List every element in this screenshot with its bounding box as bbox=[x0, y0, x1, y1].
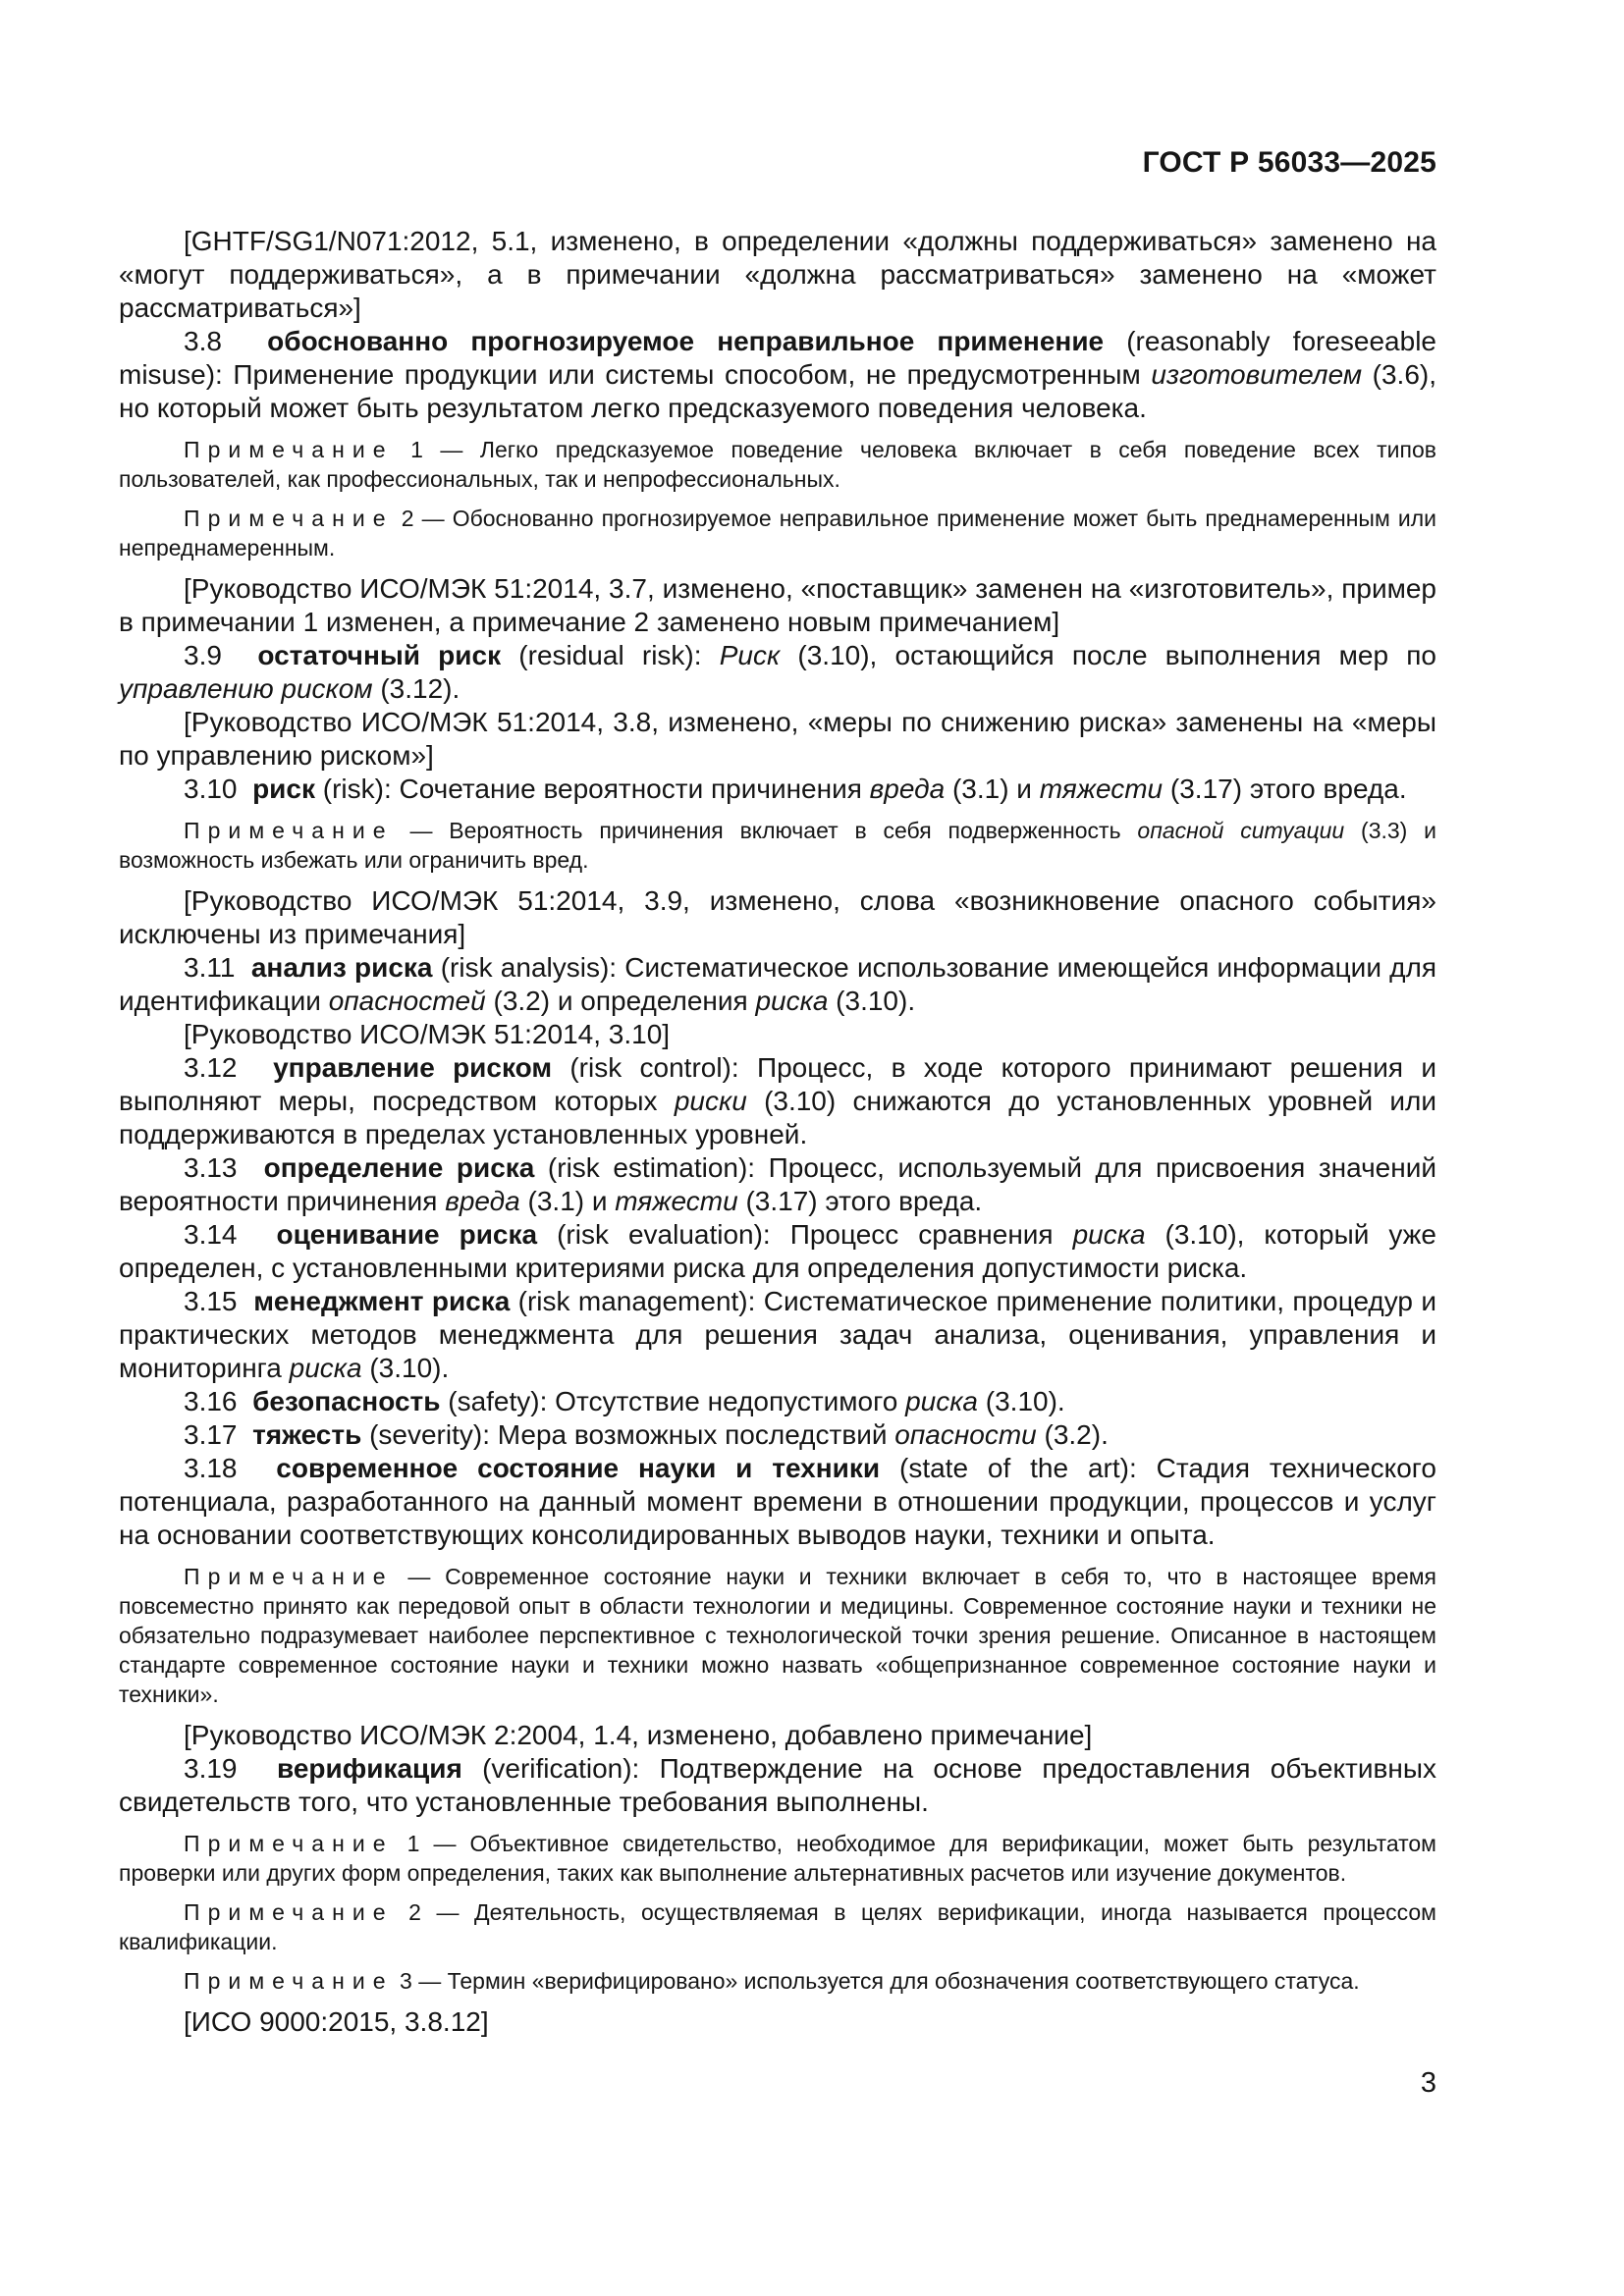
note-paragraph: Примечание — Современное состояние науки и техники включает в себя то, что в настоящее время повсеместно принято как передовой опыт в области технологии и медицины. Современное состояние науки и техники не обязательно подразумевает наиболее перспективное с технологической точки зрения решение. Описанное в настоящем стандарте современное состояние науки и техники можно назвать «общепризнанное современное состояние науки и техники». bbox=[119, 1564, 1436, 1707]
paragraph: [GHTF/SG1/N071:2012, 5.1, изменено, в определении «должны поддерживаться» заменено на «могут поддерживаться», а в примечании «должна рассматриваться» заменено на «может рассматриваться»] bbox=[119, 226, 1436, 323]
paragraph: [Руководство ИСО/МЭК 51:2014, 3.8, изменено, «меры по снижению риска» заменены на «меры по управлению риском»] bbox=[119, 707, 1436, 771]
note-paragraph: Примечание 3 — Термин «верифицировано» используется для обозначения соответствующего статуса. bbox=[184, 1968, 1360, 1994]
document-code-header: ГОСТ Р 56033—2025 bbox=[1142, 146, 1436, 179]
paragraph: 3.18 современное состояние науки и техники (state of the art): Стадия технического потенциала, разработанного на данный момент времени в отношении продукции, процессов и услуг на основании соответствующих консолидированных выводов науки, техники и опыта. bbox=[119, 1453, 1436, 1550]
paragraph: [Руководство ИСО/МЭК 51:2014, 3.10] bbox=[184, 1019, 671, 1049]
paragraph: 3.13 определение риска (risk estimation): Процесс, используемый для присвоения значений вероятности причинения вреда (3.1) и тяжести (3.17) этого вреда. bbox=[119, 1152, 1437, 1216]
paragraph: 3.10 риск (risk): Сочетание вероятности причинения вреда (3.1) и тяжести (3.17) этого вреда. bbox=[184, 774, 1407, 804]
paragraph: 3.15 менеджмент риска (risk management): Систематическое применение политики, процедур и практических методов менеджмента для решения задач анализа, оценивания, управления и мониторинга риска (3.10). bbox=[119, 1286, 1436, 1383]
note-paragraph: Примечание 1 — Легко предсказуемое поведение человека включает в себя поведение всех типов пользователей, как профессиональных, так и непрофессиональных. bbox=[119, 437, 1436, 492]
paragraph: 3.11 анализ риска (risk analysis): Систематическое использование имеющейся информации для идентификации опасностей (3.2) и определения риска (3.10). bbox=[119, 952, 1437, 1016]
paragraph: 3.12 управление риском (risk control): Процесс, в ходе которого принимают решения и выполняют меры, посредством которых риски (3.10) снижаются до установленных уровней или поддерживаются в пределах установленных уровней. bbox=[119, 1052, 1437, 1149]
paragraph: 3.17 тяжесть (severity): Мера возможных последствий опасности (3.2). bbox=[184, 1419, 1109, 1450]
paragraph: [Руководство ИСО/МЭК 51:2014, 3.7, изменено, «поставщик» заменен на «изготовитель», пример в примечании 1 изменен, а примечание 2 заменено новым примечанием] bbox=[119, 573, 1436, 637]
note-paragraph: Примечание — Вероятность причинения включает в себя подверженность опасной ситуации (3.3) и возможность избежать или ограничить вред. bbox=[119, 818, 1436, 873]
paragraph: 3.8 обоснованно прогнозируемое неправильное применение (reasonably foreseeable misuse): Применение продукции или системы способом, не предусмотренным изготовителем (3.6), но который может быть результатом легко предсказуемого поведения человека. bbox=[119, 326, 1436, 423]
paragraph: 3.14 оценивание риска (risk evaluation): Процесс сравнения риска (3.10), который уже определен, с установленными критериями риска для определения допустимости риска. bbox=[119, 1219, 1436, 1283]
paragraph: [Руководство ИСО/МЭК 51:2014, 3.9, изменено, слова «возникновение опасного события» исключены из примечания] bbox=[119, 885, 1436, 949]
note-paragraph: Примечание 1 — Объективное свидетельство, необходимое для верификации, может быть результатом проверки или других форм определения, таких как выполнение альтернативных расчетов или изучение документов. bbox=[119, 1831, 1436, 1886]
note-paragraph: Примечание 2 — Деятельность, осуществляемая в целях верификации, иногда называется процессом квалификации. bbox=[119, 1899, 1436, 1954]
paragraph: [ИСО 9000:2015, 3.8.12] bbox=[184, 2006, 489, 2037]
paragraph: 3.9 остаточный риск (residual risk): Риск (3.10), остающийся после выполнения мер по управлению риском (3.12). bbox=[119, 640, 1437, 704]
paragraph: 3.19 верификация (verification): Подтверждение на основе предоставления объективных свидетельств того, что установленные требования выполнены. bbox=[119, 1753, 1436, 1817]
paragraph: 3.16 безопасность (safety): Отсутствие недопустимого риска (3.10). bbox=[184, 1386, 1065, 1416]
note-paragraph: Примечание 2 — Обоснованно прогнозируемое неправильное применение может быть преднамеренным или непреднамеренным. bbox=[119, 506, 1436, 561]
page-number: 3 bbox=[1420, 2067, 1436, 2099]
paragraph: [Руководство ИСО/МЭК 2:2004, 1.4, изменено, добавлено примечание] bbox=[184, 1720, 1093, 1750]
document-body bbox=[119, 225, 1436, 2039]
